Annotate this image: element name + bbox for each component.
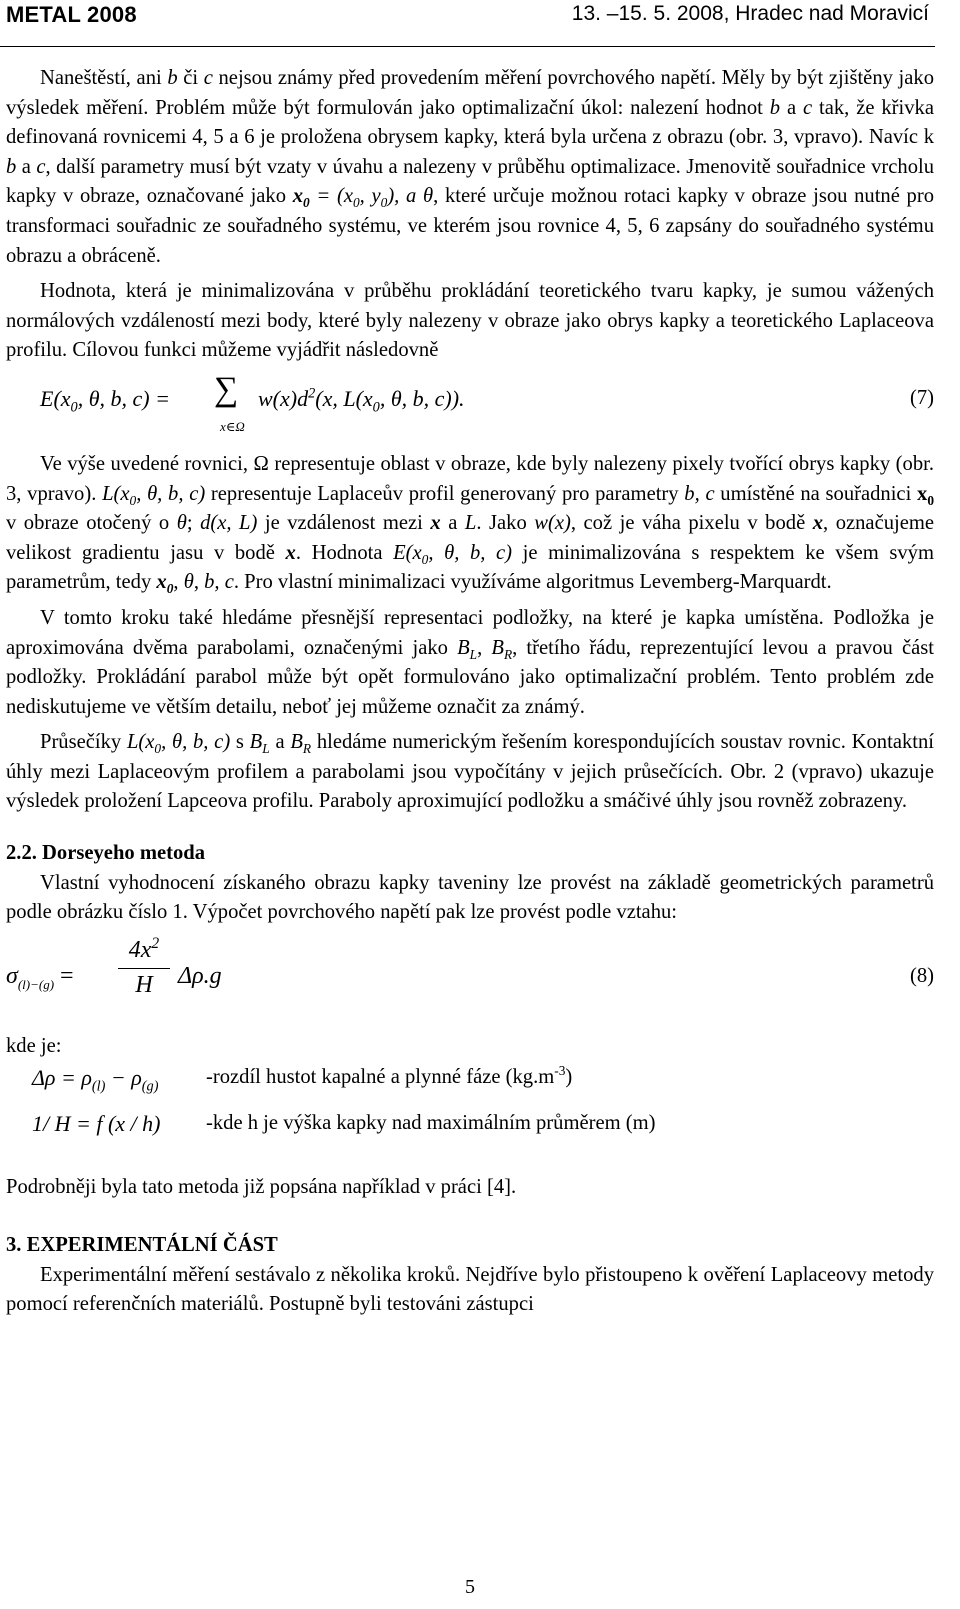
equation-7: $E(x_0$, θ, b, c) = ∑ x∈Ω $w(x)d^2(x$, $L(x_0$, θ, b, c)). (7) (6, 370, 934, 448)
paragraph-objective-function: Hodnota, která je minimalizována v průběhu prokládání teoretického tvaru kapky, je sumou vážených normálových vzdáleností mezi body, které byly nalezeny v obraze jako obrys kapky a teoretického Laplaceova profilu. Cílovou funkci můžeme vyjádřit následovně (6, 280, 934, 362)
sigma-symbol: σ (6, 962, 18, 989)
equation-8: $\sigma_{(l)-(g)}$ = $\frac{4x^2}{H}$ Δρ.g (8) (6, 936, 934, 1028)
paragraph-dorsey: Vlastní vyhodnocení získaného obrazu kapky taveniny lze provést na základě geometrických parametrů podle obrázku číslo 1. Výpočet povrchového napětí pak lze provést podle vztahu: (6, 871, 934, 924)
paragraph-intersections: Průsečíky $L(x_0$, θ, b, c) s $B_L$ a $B_R$ hledáme numerickým řešením korespondujících soustav rovnic. Kontaktní úhly mezi Laplaceovým profilem a parabolami jsou vypočítány v jejich průsečících. Obr. 2 (vpravo) ukazuje výsledek proložení Lapceova profilu. Paraboly aproximující podložku a smáčivé úhly jsou rovněž zobrazeny. (6, 731, 935, 813)
section-heading-3: 3. EXPERIMENTÁLNÍ ČÁST (6, 1234, 278, 1257)
definition-row: 1/ H = f (x / h) -kde h je výška kapky nad maximálním průměrem (m) (32, 1111, 656, 1137)
paragraph-equation-explanation: Ve výše uvedené rovnici, Ω representuje oblast v obraze, kde byly nalezeny pixely tvořící obrys kapky (obr. 3, vpravo). $L(x_0$, θ, b, c) representuje Laplaceův profil generovaný pro parametry b, c umístěné na souřadnici $x_0$ v obraze otočený o θ; d(x, L) je vzdálenost mezi x a L. Jako w(x), což je váha pixelu v bodě x, označujeme velikost gradientu jasu v bodě x. Hodnota $E(x_0$, θ, b, c) je minimalizována s respektem ke všem svým parametrům, tedy $x_0$, θ, b, c. Pro vlastní minimalizaci využíváme algoritmus Levemberg-Marquardt. (6, 452, 935, 597)
sum-index: x∈Ω (220, 418, 245, 434)
equation-number: (7) (909, 386, 934, 409)
definition-row: $\Delta\rho = \rho_{(l)} - \rho_{(g)}$ -rozdíl hustot kapalné a plynné fáze $(kg.m^{-3})$ (32, 1063, 573, 1095)
paragraph-reference: Podrobněji byla tato metoda již popsána například v práci [4]. (6, 1176, 517, 1199)
paragraph-substrate: V tomto kroku také hledáme přesnější representaci podložky, na které je kapka umístěna. Podložka je aproximována dvěma parabolami, označenými jako $B_L$, $B_R$, třetího řádu, reprezentující levou a pravou část podložky. Prokládání parabol může být opět formulováno jako optimalizační problém. Tento problém zde nediskutujeme ve větším detailu, neboť jej můžeme označit za známý. (6, 606, 934, 718)
theta-symbol: θ (423, 185, 434, 208)
page-header (0, 0, 935, 47)
section-heading-2-2: 2.2. Dorseyeho metoda (6, 842, 206, 865)
paragraph-optimization: Naneštěstí, ani b či c nejsou známy před provedením měření povrchového napětí. Měly by být zjištěny jako výsledek měření. Problém může být formulován jako optimalizační úkol: nalezení hodnot b a c tak, že křivka definovaná rovnicemi 4, 5 a 6 je proložena obrysem kapky, která byla určena z obrazu (obr. 3, vpravo). Navíc k b a c, další parametry musí být vzaty v úvahu a nalezeny v průběhu optimalizace. Jmenovitě souřadnice vrcholu kapky v obraze, označované jako $x_0 = (x_0$, $y_0$), a θ, které určuje možnou rotaci kapky v obraze jsou nutné pro transformaci souřadnic ze souřadného systému, ve kterém jsou rovnice 4, 5, 6 zapsány do souřadného systému obrazu a obráceně. (6, 67, 935, 267)
page-body (6, 64, 934, 1320)
omega-symbol: Ω (253, 452, 269, 475)
page-number: 5 (465, 1576, 475, 1598)
paragraph-experimental: Experimentální měření sestávalo z několika kroků. Nejdříve bylo přistoupeno k ověření Laplaceovy metody pomocí referenčních materiálů. Postupně byli testováni zástupci (6, 1263, 934, 1316)
fraction: $\frac{4x^2}{H}$ (118, 936, 170, 1001)
where-label: kde je: (6, 1034, 62, 1057)
sum-symbol: ∑ (214, 370, 239, 408)
conference-date-location: 13. –15. 5. 2008, Hradec nad Moravicí (571, 2, 929, 25)
equation-number: (8) (909, 964, 934, 987)
conference-title: METAL 2008 (6, 2, 137, 27)
